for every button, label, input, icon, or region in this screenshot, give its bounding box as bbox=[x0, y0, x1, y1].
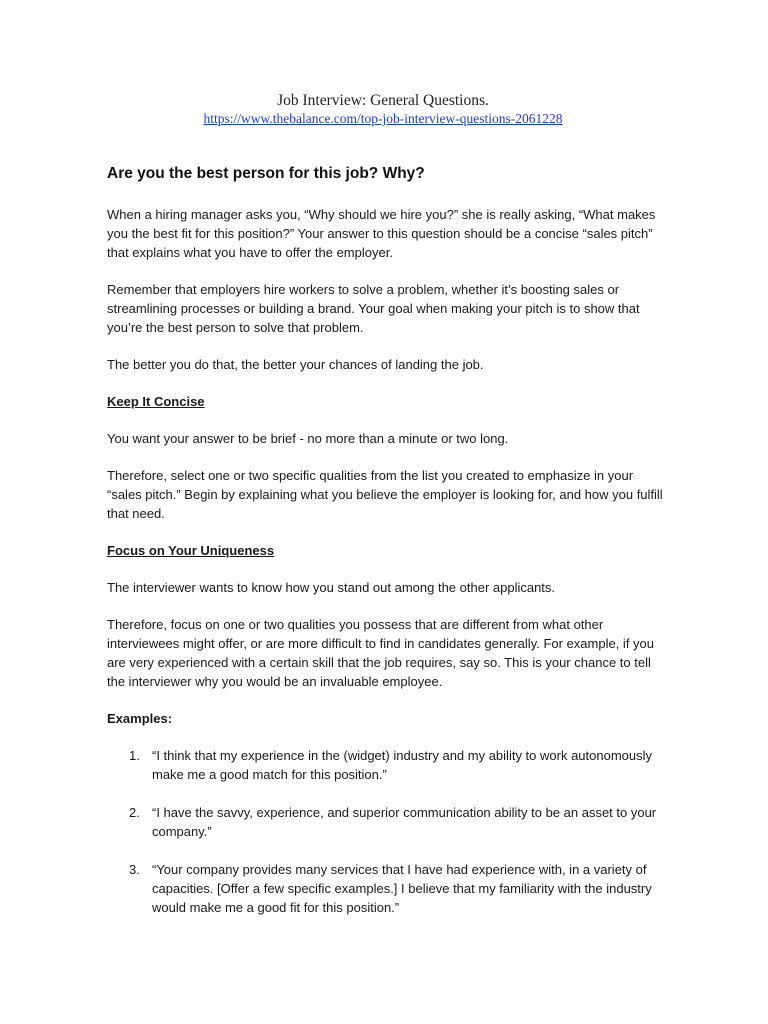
question-heading: Are you the best person for this job? Why? bbox=[107, 165, 425, 182]
list-text: “I have the savvy, experience, and superior communication ability to be an asset to your company.” bbox=[152, 805, 657, 839]
source-link[interactable]: https://www.thebalance.com/top-job-interview-questions-2061228 bbox=[203, 111, 563, 126]
paragraph: Therefore, focus on one or two qualities you possess that are different from what other interviewees might offer, or are more difficult to find in candidates generally. For example, if you are very experienced with a certain skill that the job requires, say so. This is your chance to tell the interviewer why you would be an invaluable employee. bbox=[107, 617, 654, 689]
examples-label: Examples: bbox=[107, 711, 173, 726]
section-title-focus-on-uniqueness: Focus on Your Uniqueness bbox=[107, 543, 275, 558]
paragraph: You want your answer to be brief - no more than a minute or two long. bbox=[107, 431, 509, 446]
list-number: 2. bbox=[129, 805, 140, 820]
paragraph: The interviewer wants to know how you stand out among the other applicants. bbox=[107, 580, 556, 595]
paragraph: Remember that employers hire workers to solve a problem, whether it’s boosting sales or streamlining processes or building a brand. Your goal when making your pitch is to show that you’re the best person to solve that problem. bbox=[107, 282, 640, 335]
list-number: 3. bbox=[129, 862, 140, 877]
list-number: 1. bbox=[129, 748, 140, 763]
list-text: “Your company provides many services that I have had experience with, in a variety of capacities. [Offer a few specific examples.] I believe that my familiarity with the industry would make me a good fit for this position.” bbox=[152, 862, 652, 915]
paragraph: The better you do that, the better your chances of landing the job. bbox=[107, 357, 484, 372]
paragraph: When a hiring manager asks you, “Why should we hire you?” she is really asking, “What makes you the best fit for this position?” Your answer to this question should be a concise “sales pitch” that explains what you have to offer the employer. bbox=[107, 207, 656, 260]
document-title: Job Interview: General Questions. bbox=[277, 92, 489, 109]
paragraph: Therefore, select one or two specific qualities from the list you created to emphasize in your “sales pitch.” Begin by explaining what you believe the employer is looking for, and how you fulfill that need. bbox=[107, 468, 663, 521]
list-text: “I think that my experience in the (widget) industry and my ability to work autonomously make me a good match for this position.” bbox=[152, 748, 653, 782]
section-title-keep-it-concise: Keep It Concise bbox=[107, 394, 205, 409]
